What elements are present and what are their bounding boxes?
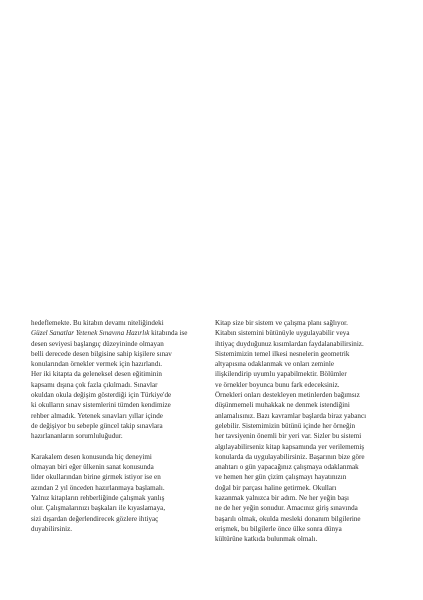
- text-line: olur. Çalışmalarınızı başkaları ile kıyaslamaya,: [31, 504, 166, 513]
- text-line: kazanmak yalnızca bir adım. Ne her yeğin başı: [215, 494, 350, 503]
- text-line: başarılı olmak, okulda mesleki donanım bilgilerine: [215, 514, 361, 523]
- text-line: ihtiyaç duyduğunuz kısımlardan faydalanabilirsiniz.: [215, 339, 364, 348]
- text-line-with-book-title: [31, 328, 216, 338]
- text-line: rehber almadık. Yetenek sınavları yıllar içinde: [31, 411, 163, 420]
- text-line: Her iki kitapta da geleneksel desen eğitiminin: [31, 370, 162, 379]
- left-text-column: [31, 318, 216, 534]
- text-line: anlamalısınız. Bazı kavramlar başlarda biraz yabancı: [215, 411, 367, 420]
- text-line: Kitabın sistemini bütünüyle uygulayabilir veya: [215, 329, 350, 338]
- right-text-column: [215, 318, 401, 545]
- text-line: belli derecede desen bilgisine sahip kişilere sınav: [31, 349, 172, 358]
- text-line: ki okulların sınav sistemlerini tümden kendimize: [31, 401, 171, 410]
- text-line: sizi dışardan değerlendirecek gözlere ihtiyaç: [31, 514, 159, 523]
- text-line: Kitap size bir sistem ve çalışma planı sağlıyor.: [215, 319, 348, 327]
- text-line: hedeflemekte. Bu kitabın devamı niteliğindeki: [31, 319, 164, 327]
- text-line: konularından örnekler vermek için hazırlandı.: [31, 360, 163, 369]
- text-line: konularda da uygulayabilirsiniz. Başarının bize göre: [215, 452, 365, 461]
- text-line: her tavsiyenin önemli bir yeri var. Sizler bu sistemi: [215, 432, 362, 441]
- text-line: azından 2 yıl önceden hazırlanmaya başlamalı.: [31, 483, 165, 492]
- text-line: ve hemen her gün çizim çalışmayı hayatınızın: [215, 473, 347, 482]
- text-line: duyabilirsiniz.: [31, 524, 73, 533]
- text-line: desen seviyesi başlangıç düzeyininde olmayan: [31, 339, 164, 348]
- text-line: Karakalem desen konusunda hiç deneyimi: [31, 452, 152, 461]
- text-line: okuldan okula değişim gösterdiği için Türkiye'de: [31, 391, 172, 400]
- text-line: Sistemimizin temel ilkesi nesnelerin geometrik: [215, 349, 350, 358]
- text-line: kültürüne katkıda bulunmak olmalı.: [215, 535, 318, 544]
- text-line: ne de her yeğin sonudur. Amacınız giriş sınavında: [215, 504, 358, 513]
- text-line: ilişkilendirip uyumlu yapabilmektir. Bölümler: [215, 370, 347, 379]
- text-line: düşünmemeli muhakkak ne denmek istendiğini: [215, 401, 350, 410]
- text-line: de değişiyor bu sebeple güncel takip sınavlara: [31, 421, 163, 430]
- right-paragraph-1: [215, 318, 401, 545]
- text-line: ve örnekler boyunca bunu fark edeceksiniz.: [215, 380, 340, 389]
- text-line: gelebilir. Sistemimizin bütünü içinde her örneğin: [215, 421, 356, 430]
- text-line: altyapısına odaklanmak ve onları zeminle: [215, 360, 334, 369]
- text-line: hazırlananların sorumluluğudur.: [31, 432, 123, 441]
- left-paragraph-1: [31, 318, 216, 442]
- text-line: olmayan biri eğer ülkenin sanat konusunda: [31, 463, 154, 472]
- text-line: doğal bir parçası haline getirmek. Okulları: [215, 483, 337, 492]
- left-paragraph-2: [31, 452, 216, 534]
- book-title: Güzel Sanatlar Yetenek Sınavına Hazırlık: [31, 329, 150, 338]
- text-line: algılayabilirseniz kitap kapsamında yer verilememiş: [215, 442, 365, 451]
- text-line: erişmek, bu bilgilerle önce ülke sonra dünya: [215, 524, 342, 533]
- text-line: Örnekleri onları destekleyen metinlerden bağımsız: [215, 391, 360, 400]
- text-line: lider okullarından birine girmek istiyor ise en: [31, 473, 161, 482]
- paragraph-gap: [31, 442, 216, 452]
- text-line: kapsamı dışına çok fazla çıkılmadı. Sınavlar: [31, 380, 158, 389]
- text-line: anahtarı o gün yapacağınız çalışmaya odaklanmak: [215, 463, 359, 472]
- text-line-rest: kitabında ise: [149, 329, 188, 338]
- text-line: Yalnız kitapların rehberliğinde çalışmak yanlış: [31, 494, 165, 503]
